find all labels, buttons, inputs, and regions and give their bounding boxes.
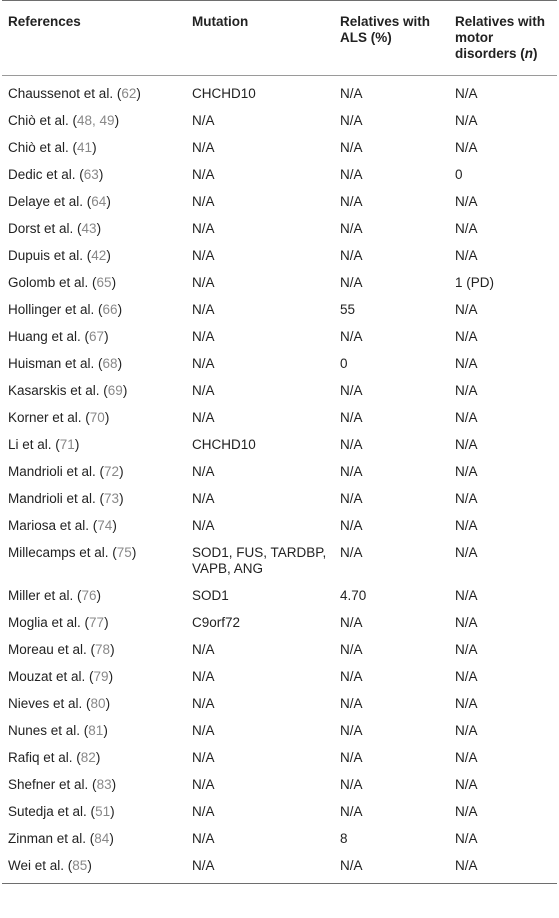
relatives-als-cell: N/A	[340, 642, 363, 657]
relatives-als-cell: N/A	[340, 410, 363, 425]
reference-close-paren: )	[109, 831, 114, 846]
relatives-motor-cell: N/A	[455, 437, 478, 452]
reference-close-paren: )	[95, 750, 101, 765]
reference-citation-link[interactable]: 73	[104, 491, 120, 506]
reference-author: Miller et al. (	[8, 588, 82, 603]
reference-cell	[2, 323, 186, 350]
reference-citation-link[interactable]: 75	[116, 545, 132, 560]
table-row	[2, 350, 557, 377]
reference-author: Li et al. (	[8, 437, 60, 452]
mutation-cell: N/A	[192, 696, 215, 711]
mutation-cell: CHCHD10	[192, 437, 256, 452]
relatives-motor-cell: N/A	[455, 194, 478, 209]
reference-cell	[2, 636, 186, 663]
reference-close-paren: )	[96, 588, 102, 603]
reference-author: Kasarskis et al. (	[8, 383, 108, 398]
table-row	[2, 134, 557, 161]
reference-citation-link[interactable]: 85	[72, 858, 88, 873]
relatives-als-cell: N/A	[340, 194, 363, 209]
table-row	[2, 744, 557, 771]
table-row	[2, 458, 557, 485]
reference-author: Dedic et al. (	[8, 167, 84, 182]
reference-cell	[2, 377, 186, 404]
reference-author: Millecamps et al. (	[8, 545, 117, 560]
reference-citation-link[interactable]: 69	[107, 383, 123, 398]
relatives-als-cell: N/A	[340, 723, 363, 738]
table-row	[2, 377, 557, 404]
reference-author: Hollinger et al. (	[8, 302, 103, 317]
relatives-motor-cell: N/A	[455, 221, 478, 236]
reference-citation-link[interactable]: 63	[83, 167, 99, 182]
reference-cell	[2, 269, 186, 296]
reference-citation-link[interactable]: 79	[93, 669, 109, 684]
table-row	[2, 431, 557, 458]
relatives-als-cell: N/A	[340, 248, 363, 263]
mutation-cell: N/A	[192, 302, 215, 317]
reference-citation-link[interactable]: 82	[80, 750, 96, 765]
reference-cell	[2, 539, 186, 582]
reference-citation-link[interactable]: 77	[89, 615, 105, 630]
header-relatives-als: Relatives with ALS (%)	[340, 14, 431, 45]
relatives-als-cell: N/A	[340, 491, 363, 506]
reference-close-paren: )	[108, 669, 114, 684]
reference-author: Zinman et al. (	[8, 831, 95, 846]
reference-author: Delaye et al. (	[8, 194, 92, 209]
table-row	[2, 717, 557, 744]
relatives-motor-cell: N/A	[455, 615, 478, 630]
relatives-motor-cell: N/A	[455, 696, 478, 711]
reference-close-paren: )	[104, 615, 109, 630]
reference-author: Shefner et al. (	[8, 777, 97, 792]
reference-citation-link[interactable]: 62	[121, 86, 137, 101]
reference-cell	[2, 296, 186, 323]
header-references: References	[8, 14, 81, 29]
relatives-als-cell: N/A	[340, 275, 363, 290]
table-header	[2, 1, 557, 76]
table-row	[2, 852, 557, 884]
relatives-motor-cell: N/A	[455, 669, 478, 684]
relatives-als-cell: N/A	[340, 669, 363, 684]
relatives-motor-cell: N/A	[455, 410, 478, 425]
table-row	[2, 107, 557, 134]
header-relatives-motor-suffix: )	[533, 46, 538, 61]
table-row	[2, 161, 557, 188]
reference-close-paren: )	[103, 723, 108, 738]
relatives-motor-cell: N/A	[455, 113, 478, 128]
reference-citation-link[interactable]: 72	[104, 464, 120, 479]
reference-author: Moreau et al. (	[8, 642, 96, 657]
reference-citation-link[interactable]: 66	[102, 302, 118, 317]
reference-close-paren: )	[110, 642, 115, 657]
mutation-cell: SOD1, FUS, TARDBP, VAPB, ANG	[192, 545, 327, 576]
relatives-motor-cell: 0	[455, 167, 463, 182]
mutation-cell: N/A	[192, 167, 215, 182]
mutation-cell: N/A	[192, 329, 215, 344]
reference-citation-link[interactable]: 81	[88, 723, 104, 738]
reference-citation-link[interactable]: 76	[81, 588, 97, 603]
relatives-als-cell: N/A	[340, 804, 363, 819]
mutation-cell: N/A	[192, 356, 215, 371]
relatives-als-cell: N/A	[340, 858, 363, 873]
relatives-als-cell: N/A	[340, 696, 363, 711]
reference-close-paren: )	[92, 140, 97, 155]
reference-author: Mandrioli et al. (	[8, 491, 105, 506]
reference-close-paren: )	[111, 275, 117, 290]
relatives-als-cell: 0	[340, 356, 348, 371]
relatives-motor-cell: N/A	[455, 383, 478, 398]
table-row	[2, 690, 557, 717]
reference-author: Moglia et al. (	[8, 615, 90, 630]
reference-author: Wei et al. (	[8, 858, 73, 873]
mutation-cell: N/A	[192, 275, 215, 290]
relatives-als-cell: 8	[340, 831, 348, 846]
reference-cell	[2, 134, 186, 161]
reference-close-paren: )	[119, 491, 124, 506]
reference-close-paren: )	[105, 696, 111, 711]
relatives-motor-cell: N/A	[455, 777, 478, 792]
reference-close-paren: )	[136, 86, 141, 101]
table-row	[2, 825, 557, 852]
reference-close-paren: )	[104, 410, 110, 425]
relatives-als-cell: N/A	[340, 329, 363, 344]
reference-cell	[2, 690, 186, 717]
reference-cell	[2, 215, 186, 242]
header-relatives-motor-n: n	[524, 46, 534, 61]
reference-citation-link[interactable]: 68	[102, 356, 118, 371]
mutation-cell: N/A	[192, 410, 215, 425]
relatives-als-cell: 4.70	[340, 588, 367, 603]
relatives-als-cell: N/A	[340, 545, 363, 560]
reference-cell	[2, 798, 186, 825]
table-row	[2, 404, 557, 431]
relatives-motor-cell: N/A	[455, 588, 478, 603]
reference-cell	[2, 188, 186, 215]
reference-citation-link[interactable]: 84	[94, 831, 110, 846]
table-row	[2, 539, 557, 582]
header-relatives-motor	[449, 1, 557, 76]
reference-close-paren: )	[104, 329, 109, 344]
reference-close-paren: )	[87, 858, 92, 873]
table-row	[2, 188, 557, 215]
reference-cell	[2, 431, 186, 458]
references-table	[2, 0, 557, 884]
reference-author: Dupuis et al. (	[8, 248, 92, 263]
relatives-motor-cell: N/A	[455, 723, 478, 738]
reference-cell	[2, 717, 186, 744]
mutation-cell: N/A	[192, 723, 215, 738]
mutation-cell: N/A	[192, 464, 215, 479]
mutation-cell: N/A	[192, 140, 215, 155]
relatives-motor-cell: 1 (PD)	[455, 275, 495, 290]
table-row	[2, 215, 557, 242]
reference-close-paren: )	[117, 356, 123, 371]
reference-cell	[2, 771, 186, 798]
relatives-motor-cell: N/A	[455, 642, 478, 657]
table-row	[2, 609, 557, 636]
table-row	[2, 76, 557, 108]
reference-author: Sutedja et al. (	[8, 804, 96, 819]
reference-close-paren: )	[98, 167, 104, 182]
header-relatives-motor-prefix: Relatives with motor disorders (	[455, 14, 546, 61]
relatives-motor-cell: N/A	[455, 545, 478, 560]
reference-citation-link[interactable]: 78	[95, 642, 111, 657]
reference-close-paren: )	[96, 221, 102, 236]
reference-author: Rafiq et al. (	[8, 750, 81, 765]
mutation-cell: N/A	[192, 642, 215, 657]
relatives-motor-cell: N/A	[455, 804, 478, 819]
reference-cell	[2, 609, 186, 636]
reference-citation-link[interactable]: 70	[89, 410, 105, 425]
relatives-motor-cell: N/A	[455, 858, 478, 873]
mutation-cell: N/A	[192, 669, 215, 684]
relatives-als-cell: N/A	[340, 221, 363, 236]
reference-close-paren: )	[111, 777, 117, 792]
table-row	[2, 323, 557, 350]
header-mutation: Mutation	[192, 14, 249, 29]
reference-cell	[2, 485, 186, 512]
relatives-als-cell: N/A	[340, 113, 363, 128]
table-row	[2, 242, 557, 269]
mutation-cell: N/A	[192, 248, 215, 263]
reference-close-paren: )	[131, 545, 137, 560]
reference-author: Chiò et al. (	[8, 140, 78, 155]
reference-close-paren: )	[119, 464, 124, 479]
relatives-als-cell: N/A	[340, 140, 363, 155]
reference-citation-link[interactable]: 65	[96, 275, 112, 290]
mutation-cell: C9orf72	[192, 615, 241, 630]
reference-author: Mandrioli et al. (	[8, 464, 105, 479]
table-row	[2, 582, 557, 609]
reference-cell	[2, 663, 186, 690]
reference-author: Nunes et al. (	[8, 723, 89, 738]
reference-citation-link[interactable]: 80	[90, 696, 106, 711]
mutation-cell: N/A	[192, 518, 215, 533]
reference-close-paren: )	[112, 518, 117, 533]
table-row	[2, 798, 557, 825]
mutation-cell: N/A	[192, 858, 215, 873]
relatives-motor-cell: N/A	[455, 464, 478, 479]
table-row	[2, 636, 557, 663]
relatives-motor-cell: N/A	[455, 302, 478, 317]
reference-close-paren: )	[74, 437, 80, 452]
reference-cell	[2, 852, 186, 884]
mutation-cell: N/A	[192, 194, 215, 209]
reference-cell	[2, 744, 186, 771]
reference-close-paren: )	[114, 113, 120, 128]
reference-author: Korner et al. (	[8, 410, 90, 425]
reference-cell	[2, 512, 186, 539]
table-body	[2, 76, 557, 884]
reference-citation-link[interactable]: 42	[91, 248, 107, 263]
reference-close-paren: )	[117, 302, 123, 317]
relatives-als-cell: N/A	[340, 86, 363, 101]
relatives-als-cell: N/A	[340, 437, 363, 452]
table-row	[2, 771, 557, 798]
reference-citation-link[interactable]: 41	[77, 140, 93, 155]
mutation-cell: N/A	[192, 221, 215, 236]
table-row	[2, 296, 557, 323]
reference-cell	[2, 350, 186, 377]
reference-close-paren: )	[122, 383, 128, 398]
relatives-als-cell: N/A	[340, 777, 363, 792]
reference-citation-link[interactable]: 83	[96, 777, 112, 792]
mutation-cell: N/A	[192, 777, 215, 792]
reference-author: Mouzat et al. (	[8, 669, 94, 684]
reference-cell	[2, 404, 186, 431]
reference-cell	[2, 76, 186, 108]
header-row	[2, 1, 557, 76]
relatives-motor-cell: N/A	[455, 140, 478, 155]
relatives-als-cell: 55	[340, 302, 356, 317]
reference-author: Mariosa et al. (	[8, 518, 98, 533]
reference-author: Huang et al. (	[8, 329, 90, 344]
mutation-cell: N/A	[192, 831, 215, 846]
reference-cell	[2, 825, 186, 852]
reference-cell	[2, 242, 186, 269]
mutation-cell: SOD1	[192, 588, 229, 603]
mutation-cell: N/A	[192, 804, 215, 819]
reference-cell	[2, 582, 186, 609]
relatives-motor-cell: N/A	[455, 86, 478, 101]
reference-close-paren: )	[106, 248, 111, 263]
reference-citation-link[interactable]: 43	[81, 221, 97, 236]
reference-author: Huisman et al. (	[8, 356, 103, 371]
mutation-cell: N/A	[192, 113, 215, 128]
mutation-cell: N/A	[192, 491, 215, 506]
relatives-als-cell: N/A	[340, 167, 363, 182]
reference-citation-link[interactable]: 74	[97, 518, 113, 533]
reference-citation-link[interactable]: 48, 49	[77, 113, 115, 128]
reference-author: Golomb et al. (	[8, 275, 97, 290]
reference-close-paren: )	[110, 804, 115, 819]
relatives-als-cell: N/A	[340, 383, 363, 398]
table-row	[2, 269, 557, 296]
reference-author: Chiò et al. (	[8, 113, 78, 128]
reference-author: Dorst et al. (	[8, 221, 82, 236]
reference-cell	[2, 107, 186, 134]
relatives-motor-cell: N/A	[455, 248, 478, 263]
reference-close-paren: )	[106, 194, 111, 209]
relatives-motor-cell: N/A	[455, 518, 478, 533]
reference-citation-link[interactable]: 67	[89, 329, 105, 344]
table-row	[2, 512, 557, 539]
reference-citation-link[interactable]: 64	[91, 194, 107, 209]
mutation-cell: N/A	[192, 383, 215, 398]
table-row	[2, 663, 557, 690]
mutation-cell: CHCHD10	[192, 86, 256, 101]
relatives-motor-cell: N/A	[455, 356, 478, 371]
reference-citation-link[interactable]: 51	[95, 804, 111, 819]
reference-author: Chaussenot et al. (	[8, 86, 122, 101]
reference-cell	[2, 161, 186, 188]
mutation-cell: N/A	[192, 750, 215, 765]
relatives-motor-cell: N/A	[455, 329, 478, 344]
reference-citation-link[interactable]: 71	[59, 437, 75, 452]
relatives-motor-cell: N/A	[455, 491, 478, 506]
table-row	[2, 485, 557, 512]
reference-author: Nieves et al. (	[8, 696, 91, 711]
reference-cell	[2, 458, 186, 485]
relatives-als-cell: N/A	[340, 750, 363, 765]
relatives-motor-cell: N/A	[455, 831, 478, 846]
relatives-als-cell: N/A	[340, 464, 363, 479]
relatives-als-cell: N/A	[340, 518, 363, 533]
relatives-als-cell: N/A	[340, 615, 363, 630]
relatives-motor-cell: N/A	[455, 750, 478, 765]
